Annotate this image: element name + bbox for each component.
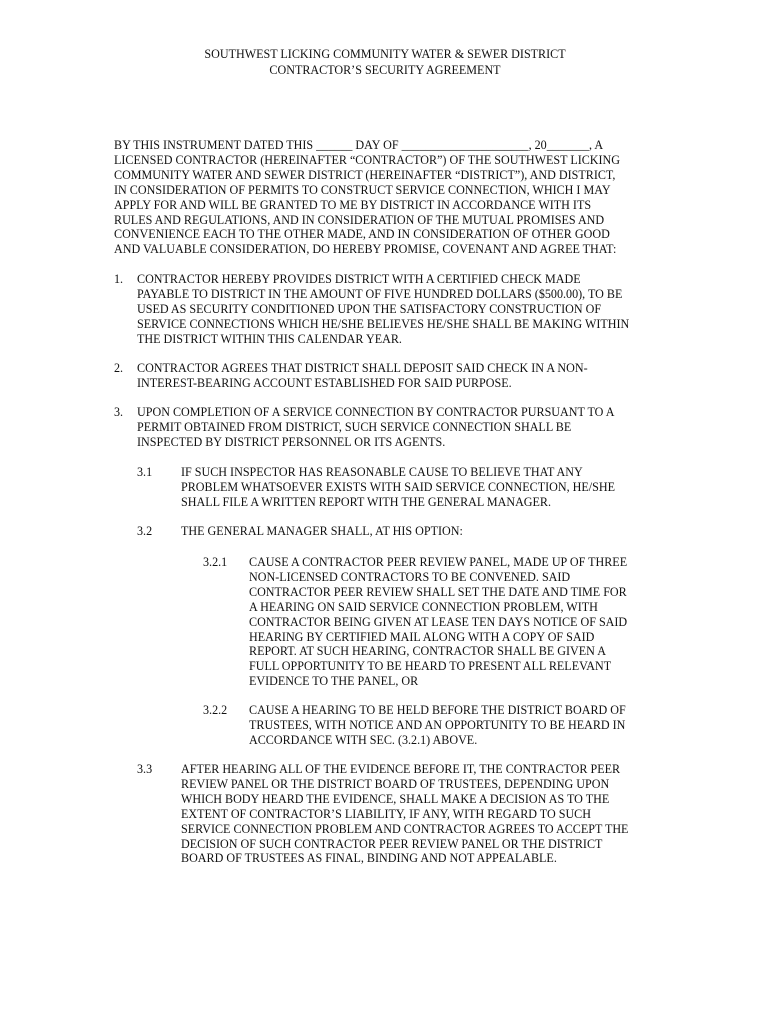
subitem-line: SHALL FILE A WRITTEN REPORT WITH THE GENERAL MANAGER. bbox=[181, 494, 552, 509]
intro-line: IN CONSIDERATION OF PERMITS TO CONSTRUCT SERVICE CONNECTION, WHICH I MAY bbox=[114, 182, 611, 197]
subsubitem-line: EVIDENCE TO THE PANEL, OR bbox=[249, 674, 419, 689]
subitem-line: DECISION OF SUCH CONTRACTOR PEER REVIEW PANEL OR THE DISTRICT bbox=[181, 836, 603, 851]
intro-line: RULES AND REGULATIONS, AND IN CONSIDERATION OF THE MUTUAL PROMISES AND bbox=[114, 212, 605, 227]
item-number: 1. bbox=[114, 272, 124, 286]
item-line: THE DISTRICT WITHIN THIS CALENDAR YEAR. bbox=[137, 331, 402, 346]
item-line: PAYABLE TO DISTRICT IN THE AMOUNT OF FIVE HUNDRED DOLLARS ($500.00), TO BE bbox=[137, 286, 623, 301]
item-2-text bbox=[137, 361, 667, 391]
subitem-3-2-text bbox=[181, 524, 661, 539]
subitem-3-1-text bbox=[181, 465, 661, 510]
subsubitem-line: REPORT. AT SUCH HEARING, CONTRACTOR SHALL BE GIVEN A bbox=[249, 644, 606, 659]
subitem-number: 3.1 bbox=[137, 465, 153, 479]
item-line: UPON COMPLETION OF A SERVICE CONNECTION BY CONTRACTOR PURSUANT TO A bbox=[137, 405, 615, 419]
subitem-line: THE GENERAL MANAGER SHALL, AT HIS OPTION: bbox=[181, 524, 463, 538]
item-line: CONTRACTOR AGREES THAT DISTRICT SHALL DEPOSIT SAID CHECK IN A NON- bbox=[137, 361, 588, 375]
subitem-line: BOARD OF TRUSTEES AS FINAL, BINDING AND NOT APPEALABLE. bbox=[181, 851, 557, 866]
subsubitem-3-2-1-text bbox=[249, 555, 659, 689]
subsubitem-line: A HEARING ON SAID SERVICE CONNECTION PROBLEM, WITH bbox=[249, 599, 598, 614]
subsubitem-line: FULL OPPORTUNITY TO BE HEARD TO PRESENT ALL RELEVANT bbox=[249, 659, 612, 674]
subitem-line: PROBLEM WHATSOEVER EXISTS WITH SAID SERVICE CONNECTION, HE/SHE bbox=[181, 479, 615, 494]
subitem-line: SERVICE CONNECTION PROBLEM AND CONTRACTOR AGREES TO ACCEPT THE bbox=[181, 821, 629, 836]
subsubitem-line: CAUSE A HEARING TO BE HELD BEFORE THE DISTRICT BOARD OF bbox=[249, 703, 626, 717]
subsubitem-line: CONTRACTOR PEER REVIEW SHALL SET THE DATE AND TIME FOR bbox=[249, 584, 627, 599]
item-line: USED AS SECURITY CONDITIONED UPON THE SATISFACTORY CONSTRUCTION OF bbox=[137, 301, 602, 316]
intro-paragraph bbox=[114, 138, 659, 257]
subsubitem-number: 3.2.2 bbox=[203, 703, 228, 717]
item-number: 2. bbox=[114, 361, 124, 375]
subitem-line: AFTER HEARING ALL OF THE EVIDENCE BEFORE IT, THE CONTRACTOR PEER bbox=[181, 762, 621, 776]
subitem-line: EXTENT OF CONTRACTOR’S LIABILITY, IF ANY, WITH REGARD TO SUCH bbox=[181, 806, 591, 821]
item-3-text bbox=[137, 405, 667, 450]
item-line: INTEREST-BEARING ACCOUNT ESTABLISHED FOR SAID PURPOSE. bbox=[137, 375, 512, 390]
district-title: SOUTHWEST LICKING COMMUNITY WATER & SEWER DISTRICT bbox=[204, 47, 566, 61]
subsubitem-line: CONTRACTOR BEING GIVEN AT LEASE TEN DAYS NOTICE OF SAID bbox=[249, 614, 628, 629]
subitem-line: IF SUCH INSPECTOR HAS REASONABLE CAUSE TO BELIEVE THAT ANY bbox=[181, 465, 583, 479]
agreement-title: CONTRACTOR’S SECURITY AGREEMENT bbox=[269, 63, 501, 77]
item-line: PERMIT OBTAINED FROM DISTRICT, SUCH SERVICE CONNECTION SHALL BE bbox=[137, 419, 572, 434]
intro-line: APPLY FOR AND WILL BE GRANTED TO ME BY DISTRICT IN ACCORDANCE WITH ITS bbox=[114, 197, 592, 212]
subsubitem-line: TRUSTEES, WITH NOTICE AND AN OPPORTUNITY TO BE HEARD IN bbox=[249, 717, 626, 732]
subsubitem-number: 3.2.1 bbox=[203, 555, 228, 569]
subsubitem-line: CAUSE A CONTRACTOR PEER REVIEW PANEL, MADE UP OF THREE bbox=[249, 555, 628, 569]
intro-line: LICENSED CONTRACTOR (HEREINAFTER “CONTRACTOR”) OF THE SOUTHWEST LICKING bbox=[114, 152, 621, 167]
subitem-3-3-text bbox=[181, 762, 661, 866]
subitem-line: WHICH BODY HEARD THE EVIDENCE, SHALL MAKE A DECISION AS TO THE bbox=[181, 791, 610, 806]
intro-line: COMMUNITY WATER AND SEWER DISTRICT (HEREINAFTER “DISTRICT”), AND DISTRICT, bbox=[114, 167, 616, 182]
subitem-line: REVIEW PANEL OR THE DISTRICT BOARD OF TRUSTEES, DEPENDING UPON bbox=[181, 776, 610, 791]
subitem-number: 3.2 bbox=[137, 524, 153, 538]
item-line: SERVICE CONNECTIONS WHICH HE/SHE BELIEVES HE/SHE SHALL BE MAKING WITHIN bbox=[137, 316, 630, 331]
item-number: 3. bbox=[114, 405, 124, 419]
subsubitem-line: HEARING BY CERTIFIED MAIL ALONG WITH A COPY OF SAID bbox=[249, 629, 595, 644]
subsubitem-line: ACCORDANCE WITH SEC. (3.2.1) ABOVE. bbox=[249, 732, 478, 747]
item-line: CONTRACTOR HEREBY PROVIDES DISTRICT WITH A CERTIFIED CHECK MADE bbox=[137, 272, 581, 286]
subsubitem-line: NON-LICENSED CONTRACTORS TO BE CONVENED. SAID bbox=[249, 569, 571, 584]
item-1-text bbox=[137, 272, 667, 347]
subitem-number: 3.3 bbox=[137, 762, 153, 776]
intro-line: AND VALUABLE CONSIDERATION, DO HEREBY PROMISE, COVENANT AND AGREE THAT: bbox=[114, 242, 617, 257]
subsubitem-3-2-2-text bbox=[249, 703, 659, 748]
intro-line: CONVENIENCE EACH TO THE OTHER MADE, AND IN CONSIDERATION OF OTHER GOOD bbox=[114, 227, 610, 242]
intro-line: BY THIS INSTRUMENT DATED THIS ______ DAY OF _____________________, 20_______, A bbox=[114, 138, 604, 152]
item-line: INSPECTED BY DISTRICT PERSONNEL OR ITS AGENTS. bbox=[137, 434, 446, 449]
